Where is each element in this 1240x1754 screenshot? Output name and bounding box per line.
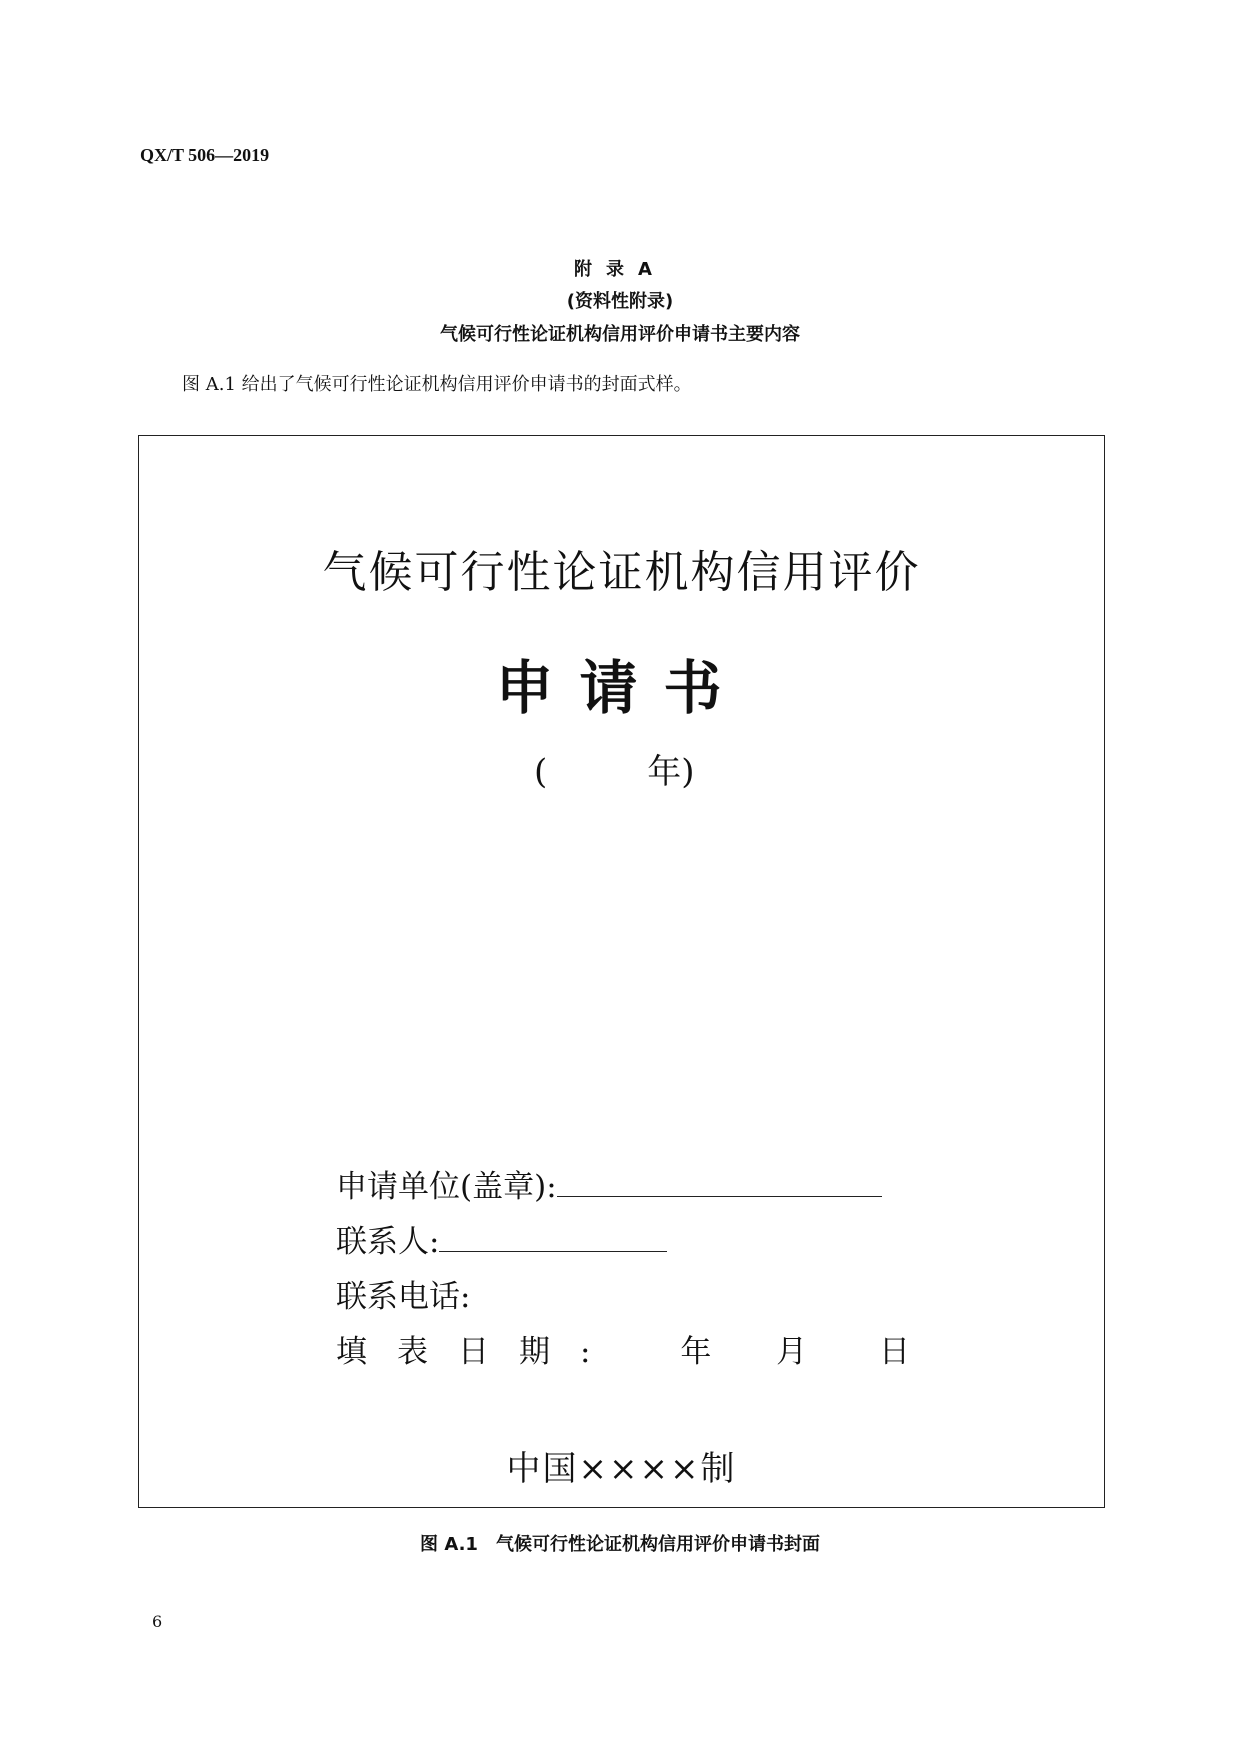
- contact-field: [336, 1216, 667, 1261]
- phone-label: 联系电话:: [336, 1279, 471, 1315]
- appendix-label: 附录A: [574, 259, 666, 280]
- date-month: 月: [776, 1334, 808, 1370]
- applicant-field: [336, 1161, 882, 1206]
- cover-title: 气候可行性论证机构信用评价: [322, 547, 921, 598]
- phone-field: [336, 1271, 470, 1316]
- applicant-label: 申请单位(盖章):: [336, 1169, 557, 1205]
- caption-number: 图 A.1: [420, 1534, 478, 1555]
- contact-label: 联系人:: [336, 1224, 440, 1260]
- date-field: [336, 1326, 910, 1371]
- applicant-blank[interactable]: [557, 1168, 882, 1197]
- figure-caption: [0, 1530, 1240, 1556]
- maker-line: 中国××××制: [506, 1449, 737, 1489]
- date-day: 日: [879, 1334, 911, 1370]
- appendix-type: (资料性附录): [566, 291, 674, 312]
- standard-code: QX/T 506—2019: [140, 145, 270, 165]
- cover-year: [534, 744, 695, 793]
- appendix-title: 气候可行性论证机构信用评价申请书主要内容: [440, 324, 800, 345]
- cover-frame: [138, 435, 1105, 1508]
- date-label: 填表日期:: [336, 1334, 621, 1370]
- page-number: 6: [152, 1612, 163, 1631]
- contact-blank[interactable]: [439, 1223, 667, 1252]
- date-year: 年: [680, 1334, 712, 1370]
- intro-paragraph: 图 A.1 给出了气候可行性论证机构信用评价申请书的封面式样。: [182, 374, 692, 395]
- cover-heading: 申请书: [495, 654, 748, 722]
- cover-year-label: 年): [647, 752, 695, 792]
- cover-year-open: (: [534, 752, 548, 792]
- caption-text: 气候可行性论证机构信用评价申请书封面: [495, 1534, 820, 1555]
